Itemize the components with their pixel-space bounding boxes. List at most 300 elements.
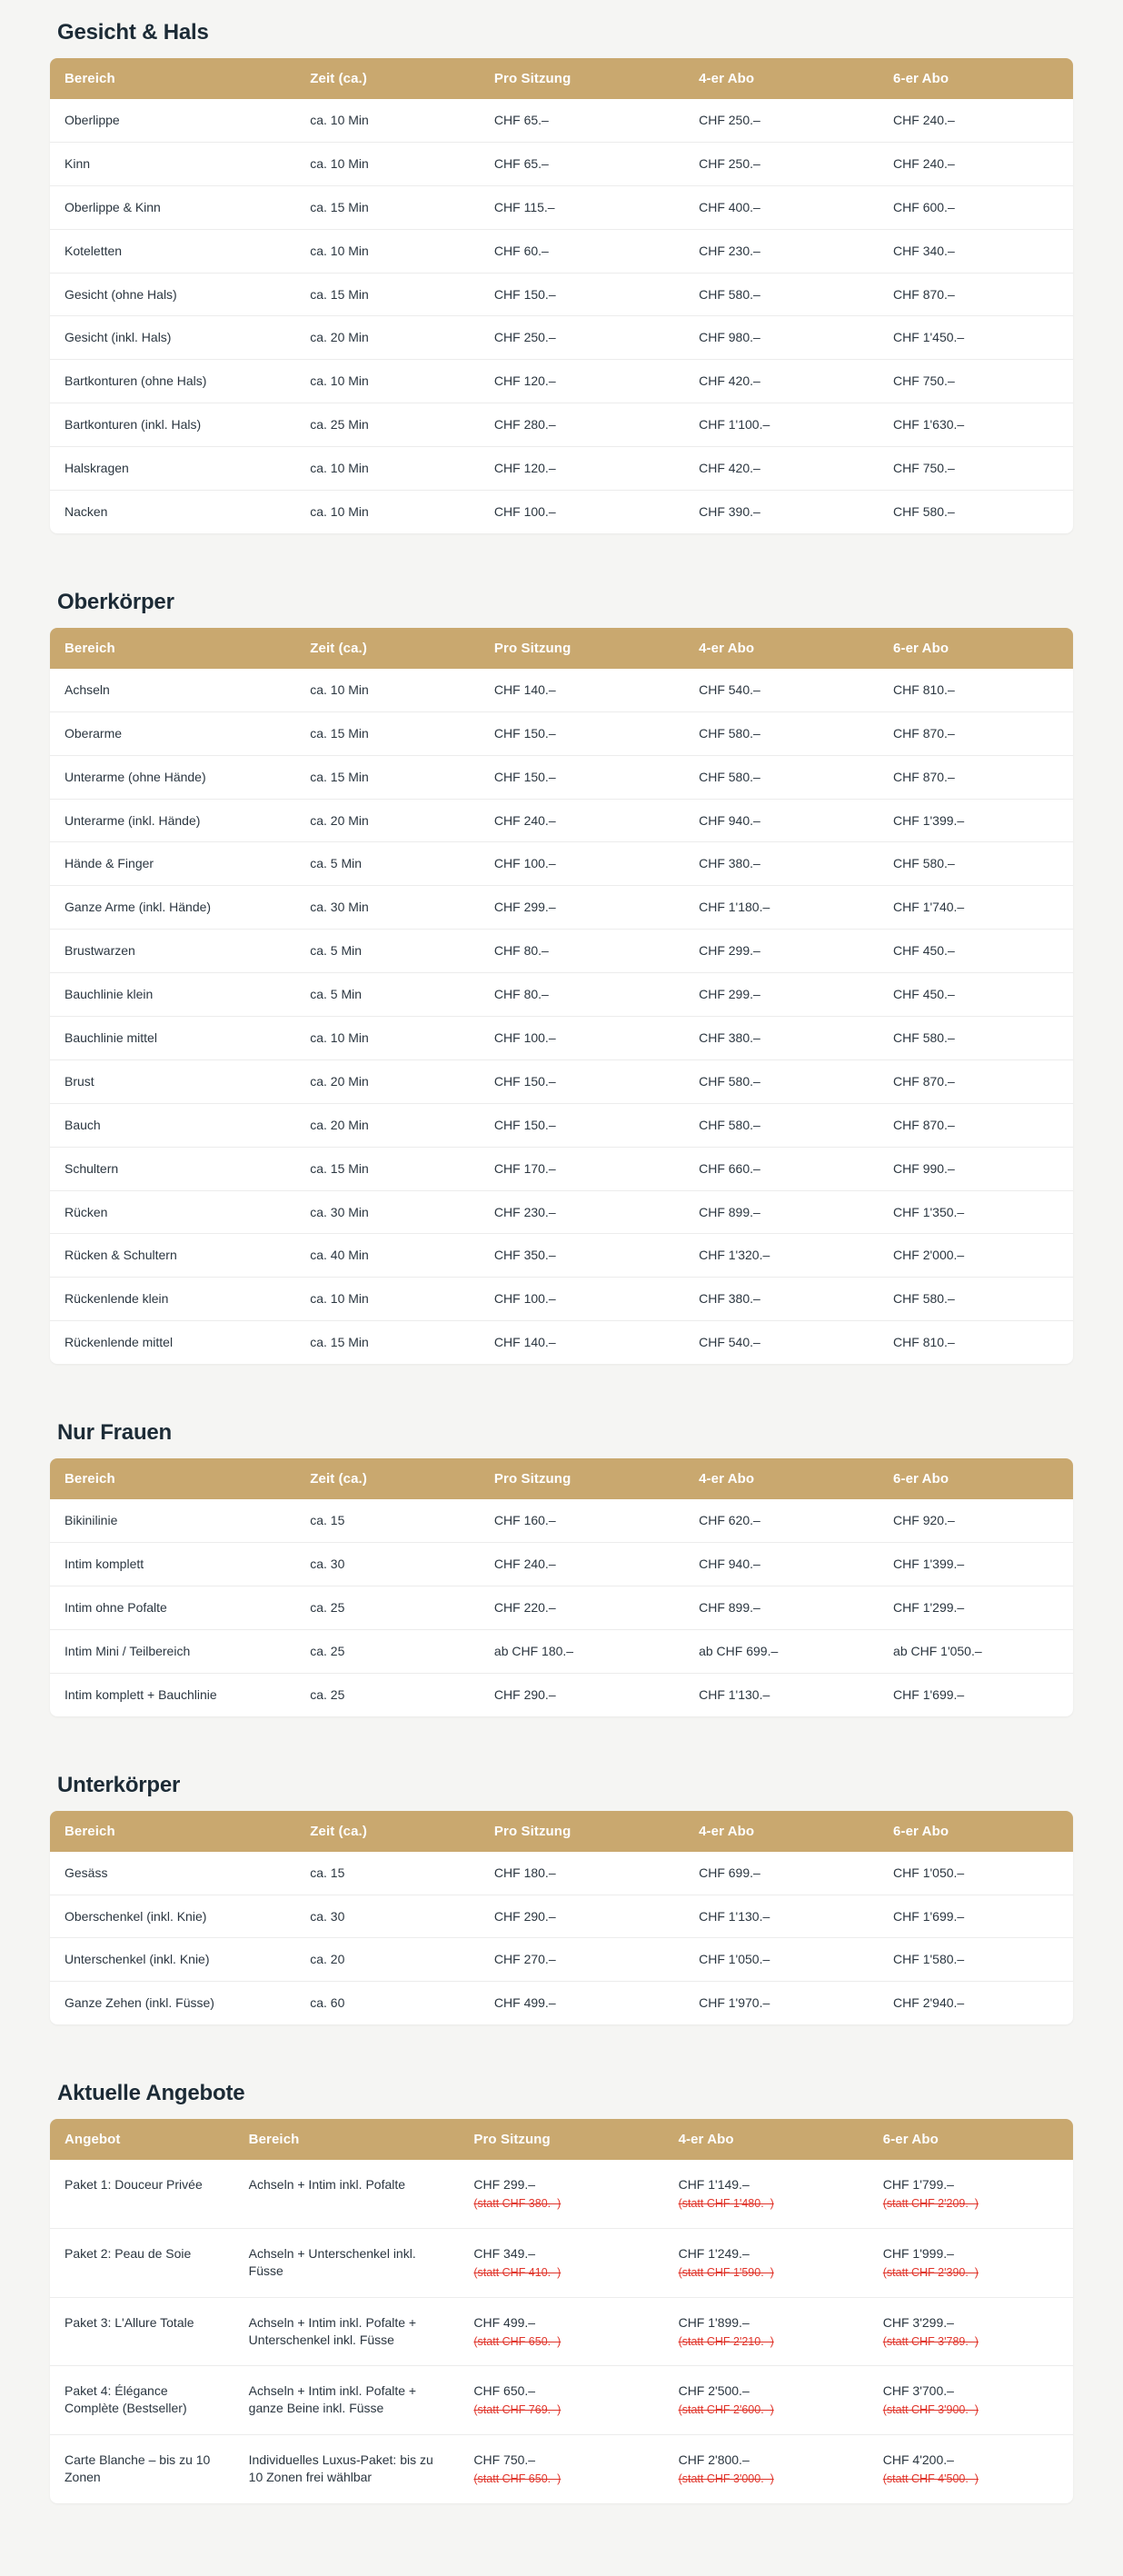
table-cell: ca. 15 Min bbox=[295, 185, 480, 229]
table-cell: Intim komplett bbox=[50, 1543, 295, 1586]
table-cell: Unterschenkel (inkl. Knie) bbox=[50, 1938, 295, 1982]
table-cell: CHF 1'050.– bbox=[879, 1852, 1073, 1895]
table-cell: CHF 580.– bbox=[879, 842, 1073, 886]
table-cell: ca. 20 Min bbox=[295, 799, 480, 842]
price-current: CHF 299.– bbox=[473, 2177, 536, 2193]
table-cell: CHF 580.– bbox=[879, 1278, 1073, 1321]
table-cell: CHF 1'050.– bbox=[684, 1938, 879, 1982]
table-cell: ca. 15 Min bbox=[310, 1335, 369, 1350]
table-cell: CHF 540.– bbox=[699, 1335, 760, 1350]
table-cell: Gesicht (inkl. Hals) bbox=[50, 316, 295, 360]
price-original: (statt CHF 3'789.–) bbox=[882, 2334, 979, 2348]
price-current: CHF 1'899.– bbox=[678, 2314, 750, 2330]
table-cell: CHF 250.– bbox=[684, 99, 879, 142]
table-cell: Bartkonturen (ohne Hals) bbox=[50, 360, 295, 403]
table-cell: CHF 1'699.– bbox=[879, 1895, 1073, 1938]
table-cell: CHF 150.– bbox=[480, 755, 684, 799]
price-table-card bbox=[50, 1458, 1073, 1716]
offer-area: Achseln + Intim inkl. Pofalte + Unterschenkel inkl. Füsse bbox=[234, 2297, 460, 2366]
table-cell: CHF 540.– bbox=[684, 669, 879, 711]
table-cell: CHF 810.– bbox=[893, 1335, 955, 1350]
table-cell: Rückenlende mittel bbox=[65, 1335, 174, 1350]
table-cell: Oberlippe bbox=[50, 99, 295, 142]
table-cell: CHF 1'130.– bbox=[684, 1895, 879, 1938]
table-cell: CHF 65.– bbox=[480, 99, 684, 142]
price-original: (statt CHF 1'590.–) bbox=[678, 2265, 774, 2279]
table-cell: CHF 150.– bbox=[480, 1103, 684, 1147]
table-row bbox=[50, 491, 1073, 533]
table-cell: Bauch bbox=[50, 1103, 295, 1147]
table-cell: CHF 940.– bbox=[684, 799, 879, 842]
table-row bbox=[50, 1938, 1073, 1982]
table-cell: CHF 580.– bbox=[893, 504, 955, 520]
table-row bbox=[50, 1895, 1073, 1938]
table-cell: Rücken & Schultern bbox=[50, 1234, 295, 1278]
column-header: 6-er Abo bbox=[879, 1811, 1073, 1852]
table-header-row bbox=[50, 1811, 1073, 1852]
column-header: Zeit (ca.) bbox=[295, 58, 480, 99]
table-cell: CHF 150.– bbox=[480, 711, 684, 755]
table-cell: CHF 80.– bbox=[480, 930, 684, 973]
table-cell: CHF 1'399.– bbox=[879, 799, 1073, 842]
table-cell: ca. 10 Min bbox=[295, 142, 480, 185]
table-cell: CHF 1'399.– bbox=[879, 1543, 1073, 1586]
table-row bbox=[50, 886, 1073, 930]
table-cell: ca. 15 Min bbox=[295, 755, 480, 799]
table-cell: ca. 10 Min bbox=[295, 99, 480, 142]
table-cell: CHF 140.– bbox=[480, 669, 684, 711]
table-cell: CHF 899.– bbox=[684, 1190, 879, 1234]
table-cell: CHF 230.– bbox=[684, 229, 879, 273]
table-cell: CHF 150.– bbox=[480, 273, 684, 316]
offer-price-abo6 bbox=[869, 2366, 1073, 2435]
offers-table-card bbox=[50, 2119, 1073, 2503]
price-current: CHF 499.– bbox=[473, 2314, 536, 2330]
price-original: (statt CHF 650.–) bbox=[473, 2472, 562, 2486]
table-cell: CHF 1'740.– bbox=[879, 886, 1073, 930]
table-cell: CHF 980.– bbox=[684, 316, 879, 360]
offer-price-abo6 bbox=[869, 2160, 1073, 2228]
price-table bbox=[50, 628, 1073, 1364]
table-row bbox=[50, 1190, 1073, 1234]
table-cell: CHF 340.– bbox=[879, 229, 1073, 273]
price-section bbox=[0, 1400, 1123, 1716]
offers-table bbox=[50, 2119, 1073, 2503]
table-cell: CHF 450.– bbox=[879, 973, 1073, 1017]
table-cell: ca. 10 Min bbox=[310, 504, 369, 520]
table-row bbox=[50, 973, 1073, 1017]
table-cell: CHF 1'320.– bbox=[684, 1234, 879, 1278]
table-row bbox=[50, 755, 1073, 799]
table-cell: CHF 1'630.– bbox=[879, 403, 1073, 447]
table-cell: ca. 10 Min bbox=[295, 1278, 480, 1321]
table-cell: ca. 5 Min bbox=[295, 930, 480, 973]
table-cell: CHF 940.– bbox=[684, 1543, 879, 1586]
column-header: Bereich bbox=[50, 1458, 295, 1499]
offer-price-abo4 bbox=[664, 2297, 869, 2366]
price-original: (statt CHF 410.–) bbox=[473, 2265, 562, 2279]
column-header: 6-er Abo bbox=[879, 628, 1073, 669]
offer-price-abo6 bbox=[869, 2435, 1073, 2503]
table-cell: CHF 100.– bbox=[480, 1017, 684, 1060]
column-header: 4-er Abo bbox=[664, 2119, 869, 2160]
table-cell: CHF 380.– bbox=[684, 842, 879, 886]
table-cell: Halskragen bbox=[50, 447, 295, 491]
table-cell: Hände & Finger bbox=[50, 842, 295, 886]
table-cell: CHF 420.– bbox=[684, 447, 879, 491]
table-cell: ca. 5 Min bbox=[295, 842, 480, 886]
table-cell: Intim ohne Pofalte bbox=[50, 1586, 295, 1629]
offer-price-abo4 bbox=[664, 2435, 869, 2503]
section-title: Nur Frauen bbox=[57, 1420, 173, 1446]
column-header: Pro Sitzung bbox=[459, 2119, 663, 2160]
offer-name: Paket 2: Peau de Soie bbox=[50, 2228, 234, 2297]
table-cell: CHF 100.– bbox=[493, 504, 556, 520]
table-cell: CHF 250.– bbox=[480, 316, 684, 360]
offer-price-single bbox=[459, 2160, 663, 2228]
table-cell: ca. 20 Min bbox=[295, 1103, 480, 1147]
table-cell: Intim komplett + Bauchlinie bbox=[65, 1686, 217, 1702]
table-cell: CHF 1'100.– bbox=[684, 403, 879, 447]
price-table bbox=[50, 58, 1073, 533]
table-cell: CHF 580.– bbox=[879, 1017, 1073, 1060]
offer-price-single bbox=[459, 2297, 663, 2366]
section-title: Unterkörper bbox=[57, 1772, 181, 1797]
table-cell: Brustwarzen bbox=[50, 930, 295, 973]
table-cell: Brust bbox=[50, 1059, 295, 1103]
table-cell: ca. 20 Min bbox=[295, 316, 480, 360]
table-row bbox=[50, 1234, 1073, 1278]
table-cell: CHF 240.– bbox=[480, 799, 684, 842]
table-cell: CHF 450.– bbox=[879, 930, 1073, 973]
table-cell: CHF 580.– bbox=[684, 273, 879, 316]
table-row bbox=[50, 1499, 1073, 1542]
table-cell: CHF 160.– bbox=[480, 1499, 684, 1542]
table-cell: Kinn bbox=[50, 142, 295, 185]
table-cell: CHF 870.– bbox=[879, 1103, 1073, 1147]
table-row bbox=[50, 1059, 1073, 1103]
table-cell: CHF 230.– bbox=[480, 1190, 684, 1234]
table-row bbox=[50, 316, 1073, 360]
price-original: (statt CHF 380.–) bbox=[473, 2197, 562, 2211]
table-row bbox=[50, 99, 1073, 142]
table-cell: ca. 25 bbox=[295, 1629, 480, 1673]
price-table bbox=[50, 1811, 1073, 2025]
column-header: Pro Sitzung bbox=[480, 1811, 684, 1852]
table-cell: CHF 270.– bbox=[480, 1938, 684, 1982]
table-cell: CHF 1'970.– bbox=[699, 1995, 770, 2011]
table-cell: ca. 15 Min bbox=[295, 1147, 480, 1190]
table-cell: CHF 100.– bbox=[480, 842, 684, 886]
table-cell: CHF 240.– bbox=[879, 99, 1073, 142]
offer-name: Paket 4: Élégance Complète (Bestseller) bbox=[50, 2366, 234, 2435]
price-original: (statt CHF 3'000.–) bbox=[678, 2472, 774, 2486]
offer-price-abo6 bbox=[869, 2297, 1073, 2366]
table-cell: CHF 2'000.– bbox=[879, 1234, 1073, 1278]
table-cell: Ganze Zehen (inkl. Füsse) bbox=[65, 1995, 214, 2011]
column-header: Angebot bbox=[50, 2119, 234, 2160]
table-cell: CHF 899.– bbox=[684, 1586, 879, 1629]
table-cell: CHF 140.– bbox=[493, 1335, 556, 1350]
table-cell: CHF 299.– bbox=[480, 886, 684, 930]
table-cell: Rücken bbox=[50, 1190, 295, 1234]
offer-area: Achseln + Unterschenkel inkl. Füsse bbox=[234, 2228, 460, 2297]
table-cell: CHF 299.– bbox=[684, 930, 879, 973]
table-cell: CHF 420.– bbox=[684, 360, 879, 403]
table-row bbox=[50, 1982, 1073, 2024]
column-header: Pro Sitzung bbox=[480, 58, 684, 99]
table-cell: CHF 120.– bbox=[480, 360, 684, 403]
table-cell: Oberarme bbox=[50, 711, 295, 755]
table-cell: CHF 250.– bbox=[684, 142, 879, 185]
table-cell: ca. 30 bbox=[295, 1543, 480, 1586]
table-cell: CHF 580.– bbox=[684, 1103, 879, 1147]
table-cell: CHF 1'350.– bbox=[879, 1190, 1073, 1234]
table-cell: CHF 100.– bbox=[480, 1278, 684, 1321]
offer-name: Paket 1: Douceur Privée bbox=[50, 2160, 234, 2228]
offer-row bbox=[50, 2160, 1073, 2228]
table-row bbox=[50, 669, 1073, 711]
table-cell: CHF 1'180.– bbox=[684, 886, 879, 930]
table-cell: CHF 220.– bbox=[480, 1586, 684, 1629]
offer-row bbox=[50, 2297, 1073, 2366]
table-cell: CHF 600.– bbox=[879, 185, 1073, 229]
table-cell: Bauchlinie mittel bbox=[50, 1017, 295, 1060]
table-cell: ca. 20 Min bbox=[295, 1059, 480, 1103]
price-original: (statt CHF 2'600.–) bbox=[678, 2403, 774, 2417]
table-cell: Oberschenkel (inkl. Knie) bbox=[50, 1895, 295, 1938]
table-header-row bbox=[50, 2119, 1073, 2160]
price-table-card bbox=[50, 1811, 1073, 2025]
table-cell: ab CHF 180.– bbox=[480, 1629, 684, 1673]
table-cell: CHF 1'299.– bbox=[879, 1586, 1073, 1629]
table-cell: Intim Mini / Teilbereich bbox=[50, 1629, 295, 1673]
table-cell: CHF 115.– bbox=[480, 185, 684, 229]
price-original: (statt CHF 2'390.–) bbox=[882, 2265, 979, 2279]
price-current: CHF 1'999.– bbox=[882, 2245, 954, 2261]
table-cell: ca. 10 Min bbox=[295, 447, 480, 491]
offer-name: Carte Blanche – bis zu 10 Zonen bbox=[65, 2452, 211, 2485]
table-cell: CHF 299.– bbox=[684, 973, 879, 1017]
table-cell: CHF 240.– bbox=[879, 142, 1073, 185]
table-row bbox=[50, 273, 1073, 316]
price-current: CHF 3'700.– bbox=[882, 2383, 954, 2399]
table-cell: CHF 870.– bbox=[879, 1059, 1073, 1103]
offer-area: Achseln + Intim inkl. Pofalte + ganze Beine inkl. Füsse bbox=[234, 2366, 460, 2435]
column-header: 4-er Abo bbox=[684, 1811, 879, 1852]
table-cell: CHF 920.– bbox=[879, 1499, 1073, 1542]
table-cell: CHF 870.– bbox=[879, 711, 1073, 755]
table-cell: Bartkonturen (inkl. Hals) bbox=[50, 403, 295, 447]
table-cell: ca. 15 bbox=[295, 1499, 480, 1542]
column-header: Bereich bbox=[234, 2119, 460, 2160]
price-original: (statt CHF 650.–) bbox=[473, 2334, 562, 2348]
table-cell: Gesäss bbox=[50, 1852, 295, 1895]
column-header: Bereich bbox=[50, 58, 295, 99]
table-cell: CHF 120.– bbox=[480, 447, 684, 491]
table-cell: Nacken bbox=[65, 504, 108, 520]
table-cell: Koteletten bbox=[50, 229, 295, 273]
table-cell: ca. 20 bbox=[295, 1938, 480, 1982]
table-cell: CHF 1'580.– bbox=[879, 1938, 1073, 1982]
table-cell: CHF 180.– bbox=[480, 1852, 684, 1895]
table-row bbox=[50, 403, 1073, 447]
offer-price-single bbox=[459, 2435, 663, 2503]
table-cell: ab CHF 699.– bbox=[684, 1629, 879, 1673]
table-cell: CHF 1'130.– bbox=[699, 1686, 770, 1702]
column-header: 6-er Abo bbox=[879, 1458, 1073, 1499]
price-original: (statt CHF 4'500.–) bbox=[882, 2472, 979, 2486]
column-header: Zeit (ca.) bbox=[295, 1458, 480, 1499]
offer-price-single bbox=[459, 2228, 663, 2297]
column-header: 6-er Abo bbox=[869, 2119, 1073, 2160]
table-row bbox=[50, 799, 1073, 842]
table-row bbox=[50, 711, 1073, 755]
table-cell: CHF 290.– bbox=[480, 1895, 684, 1938]
price-original: (statt CHF 2'210.–) bbox=[678, 2334, 774, 2348]
table-cell: CHF 150.– bbox=[480, 1059, 684, 1103]
offer-price-abo4 bbox=[664, 2228, 869, 2297]
table-cell: ca. 15 Min bbox=[295, 711, 480, 755]
table-cell: CHF 380.– bbox=[684, 1278, 879, 1321]
column-header: Pro Sitzung bbox=[480, 1458, 684, 1499]
column-header: 4-er Abo bbox=[684, 58, 879, 99]
price-current: CHF 2'500.– bbox=[678, 2383, 750, 2399]
table-cell: ca. 25 bbox=[295, 1586, 480, 1629]
table-cell: ca. 15 Min bbox=[295, 273, 480, 316]
table-header-row bbox=[50, 1458, 1073, 1499]
column-header: Zeit (ca.) bbox=[295, 628, 480, 669]
table-cell: ca. 30 bbox=[295, 1895, 480, 1938]
table-cell: CHF 580.– bbox=[684, 755, 879, 799]
table-cell: CHF 290.– bbox=[493, 1686, 556, 1702]
column-header: Bereich bbox=[50, 628, 295, 669]
table-cell: Unterarme (ohne Hände) bbox=[50, 755, 295, 799]
table-cell: ca. 15 bbox=[295, 1852, 480, 1895]
section-title: Oberkörper bbox=[57, 589, 174, 614]
price-current: CHF 3'299.– bbox=[882, 2314, 954, 2330]
price-current: CHF 750.– bbox=[473, 2452, 536, 2468]
table-cell: ca. 25 Min bbox=[295, 403, 480, 447]
offer-area: Achseln + Intim inkl. Pofalte bbox=[234, 2160, 460, 2228]
table-row bbox=[50, 1103, 1073, 1147]
table-cell: CHF 170.– bbox=[480, 1147, 684, 1190]
table-cell: CHF 699.– bbox=[684, 1852, 879, 1895]
table-cell: CHF 660.– bbox=[684, 1147, 879, 1190]
table-row bbox=[50, 930, 1073, 973]
offer-price-single bbox=[459, 2366, 663, 2435]
table-row bbox=[50, 1147, 1073, 1190]
price-table-card bbox=[50, 58, 1073, 533]
offers-title: Aktuelle Angebote bbox=[57, 2081, 245, 2106]
price-table-card bbox=[50, 628, 1073, 1364]
table-cell: CHF 580.– bbox=[684, 1059, 879, 1103]
table-cell: Schultern bbox=[50, 1147, 295, 1190]
table-cell: CHF 620.– bbox=[684, 1499, 879, 1542]
table-cell: CHF 750.– bbox=[879, 447, 1073, 491]
column-header: Bereich bbox=[50, 1811, 295, 1852]
table-cell: ca. 10 Min bbox=[295, 229, 480, 273]
table-cell: CHF 2'940.– bbox=[893, 1995, 965, 2011]
table-cell: CHF 280.– bbox=[480, 403, 684, 447]
price-original: (statt CHF 769.–) bbox=[473, 2403, 562, 2417]
offer-name: Paket 3: L'Allure Totale bbox=[50, 2297, 234, 2366]
table-row bbox=[50, 1321, 1073, 1364]
table-row bbox=[50, 1629, 1073, 1673]
price-current: CHF 2'800.– bbox=[678, 2452, 750, 2468]
table-cell: ca. 10 Min bbox=[295, 1017, 480, 1060]
table-cell: ca. 25 bbox=[310, 1686, 345, 1702]
table-cell: Bikinilinie bbox=[50, 1499, 295, 1542]
column-header: Zeit (ca.) bbox=[295, 1811, 480, 1852]
table-cell: Rückenlende klein bbox=[50, 1278, 295, 1321]
table-row bbox=[50, 142, 1073, 185]
table-cell: CHF 810.– bbox=[879, 669, 1073, 711]
table-cell: Gesicht (ohne Hals) bbox=[50, 273, 295, 316]
price-current: CHF 349.– bbox=[473, 2245, 536, 2261]
table-row bbox=[50, 1017, 1073, 1060]
table-cell: CHF 750.– bbox=[879, 360, 1073, 403]
table-cell: CHF 390.– bbox=[699, 504, 760, 520]
table-cell: CHF 380.– bbox=[684, 1017, 879, 1060]
table-cell: Unterarme (inkl. Hände) bbox=[50, 799, 295, 842]
price-table bbox=[50, 1458, 1073, 1716]
table-cell: CHF 990.– bbox=[879, 1147, 1073, 1190]
table-cell: ca. 10 Min bbox=[295, 360, 480, 403]
table-cell: ca. 10 Min bbox=[295, 669, 480, 711]
table-cell: Achseln bbox=[50, 669, 295, 711]
column-header: Pro Sitzung bbox=[480, 628, 684, 669]
table-cell: CHF 499.– bbox=[493, 1995, 556, 2011]
table-header-row bbox=[50, 58, 1073, 99]
column-header: 4-er Abo bbox=[684, 628, 879, 669]
price-original: (statt CHF 1'480.–) bbox=[678, 2197, 774, 2211]
table-cell: ca. 5 Min bbox=[295, 973, 480, 1017]
table-cell: CHF 65.– bbox=[480, 142, 684, 185]
table-cell: CHF 870.– bbox=[879, 273, 1073, 316]
table-cell: CHF 1'450.– bbox=[879, 316, 1073, 360]
price-current: CHF 1'799.– bbox=[882, 2177, 954, 2193]
table-row bbox=[50, 360, 1073, 403]
offer-price-abo4 bbox=[664, 2366, 869, 2435]
offer-row bbox=[50, 2366, 1073, 2435]
table-cell: CHF 60.– bbox=[480, 229, 684, 273]
price-current: CHF 1'149.– bbox=[678, 2177, 750, 2193]
price-section bbox=[0, 0, 1123, 533]
price-section bbox=[0, 1753, 1123, 2025]
price-original: (statt CHF 3'900.–) bbox=[882, 2403, 979, 2417]
offer-row bbox=[50, 2228, 1073, 2297]
offer-price-abo4 bbox=[664, 2160, 869, 2228]
table-cell: Oberlippe & Kinn bbox=[50, 185, 295, 229]
table-row bbox=[50, 1278, 1073, 1321]
table-header-row bbox=[50, 628, 1073, 669]
price-current: CHF 1'249.– bbox=[678, 2245, 750, 2261]
table-row bbox=[50, 447, 1073, 491]
price-current: CHF 4'200.– bbox=[882, 2452, 954, 2468]
table-cell: CHF 80.– bbox=[480, 973, 684, 1017]
offer-row bbox=[50, 2435, 1073, 2503]
table-cell: ca. 30 Min bbox=[295, 886, 480, 930]
table-cell: CHF 580.– bbox=[684, 711, 879, 755]
table-cell: CHF 240.– bbox=[480, 1543, 684, 1586]
table-cell: CHF 350.– bbox=[480, 1234, 684, 1278]
table-cell: Bauchlinie klein bbox=[50, 973, 295, 1017]
price-section bbox=[0, 570, 1123, 1364]
table-cell: CHF 870.– bbox=[879, 755, 1073, 799]
offer-price-abo6 bbox=[869, 2228, 1073, 2297]
offers-section bbox=[0, 2061, 1123, 2503]
